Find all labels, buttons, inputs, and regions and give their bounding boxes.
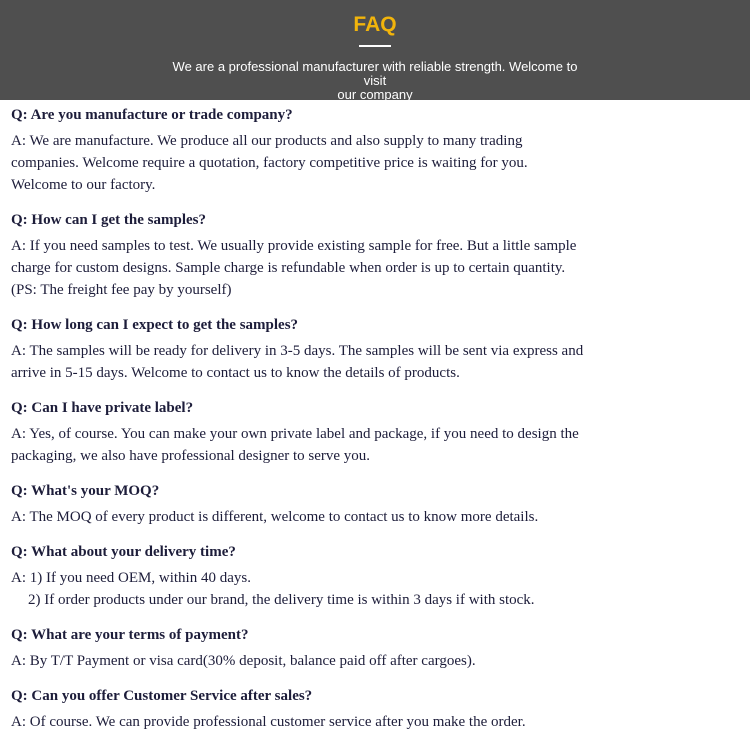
faq-question: Q: How long can I expect to get the samples? — [11, 317, 299, 333]
faq-answer-line: A: If you need samples to test. We usually provide existing sample for free. But a little sample — [11, 238, 577, 254]
faq-item-private-label — [11, 397, 741, 467]
faq-answer-line: A: The samples will be ready for delivery in 3-5 days. The samples will be sent via express and — [11, 343, 584, 359]
faq-answer — [11, 650, 741, 672]
faq-item-moq — [11, 480, 741, 528]
faq-answer — [11, 235, 741, 301]
faq-answer-line: charge for custom designs. Sample charge is refundable when order is up to certain quantity. — [11, 260, 566, 276]
faq-answer-line: A: The MOQ of every product is different, welcome to contact us to know more details. — [11, 509, 539, 525]
faq-answer — [11, 340, 741, 384]
faq-answer-line: packaging, we also have professional designer to serve you. — [11, 448, 371, 464]
faq-question: Q: Can I have private label? — [11, 400, 194, 416]
faq-question: Q: What's your MOQ? — [11, 483, 160, 499]
faq-answer-line: A: Of course. We can provide professional customer service after you make the order. — [11, 714, 526, 730]
faq-item-sample-time — [11, 314, 741, 384]
faq-header — [0, 0, 750, 100]
faq-answer — [11, 506, 741, 528]
faq-question: Q: Can you offer Customer Service after sales? — [11, 688, 313, 704]
faq-answer-line: A: We are manufacture. We produce all our products and also supply to many trading — [11, 133, 523, 149]
faq-question: Q: Are you manufacture or trade company? — [11, 107, 293, 123]
faq-item-customer-service — [11, 685, 741, 733]
faq-item-delivery-time — [11, 541, 741, 611]
faq-question: Q: What about your delivery time? — [11, 544, 236, 560]
faq-answer-line: A: Yes, of course. You can make your own private label and package, if you need to design the — [11, 426, 579, 442]
faq-answer-line: arrive in 5-15 days. Welcome to contact us to know the details of products. — [11, 365, 460, 381]
faq-answer-line: Welcome to our factory. — [11, 177, 156, 193]
faq-answer — [11, 423, 741, 467]
faq-item-payment — [11, 624, 741, 672]
faq-answer-line: A: By T/T Payment or visa card(30% deposit, balance paid off after cargoes). — [11, 653, 476, 669]
faq-answer — [11, 711, 741, 733]
page-subtitle — [160, 60, 590, 102]
faq-answer-line: 2) If order products under our brand, the delivery time is within 3 days if with stock. — [28, 592, 535, 608]
subtitle-line: We are a professional manufacturer with reliable strength. Welcome to visit — [172, 59, 578, 88]
subtitle-line: our company — [337, 87, 413, 102]
faq-answer-line: companies. Welcome require a quotation, factory competitive price is waiting for you. — [11, 155, 528, 171]
page-title: FAQ — [353, 13, 397, 36]
faq-answer-line: A: 1) If you need OEM, within 40 days. — [11, 570, 251, 586]
faq-answer — [11, 130, 741, 196]
faq-answer — [11, 567, 741, 611]
faq-question: Q: How can I get the samples? — [11, 212, 206, 228]
faq-question: Q: What are your terms of payment? — [11, 627, 249, 643]
faq-item-company-type — [11, 104, 741, 196]
faq-answer-line: (PS: The freight fee pay by yourself) — [11, 282, 232, 298]
faq-item-samples — [11, 209, 741, 301]
title-divider — [359, 45, 391, 47]
